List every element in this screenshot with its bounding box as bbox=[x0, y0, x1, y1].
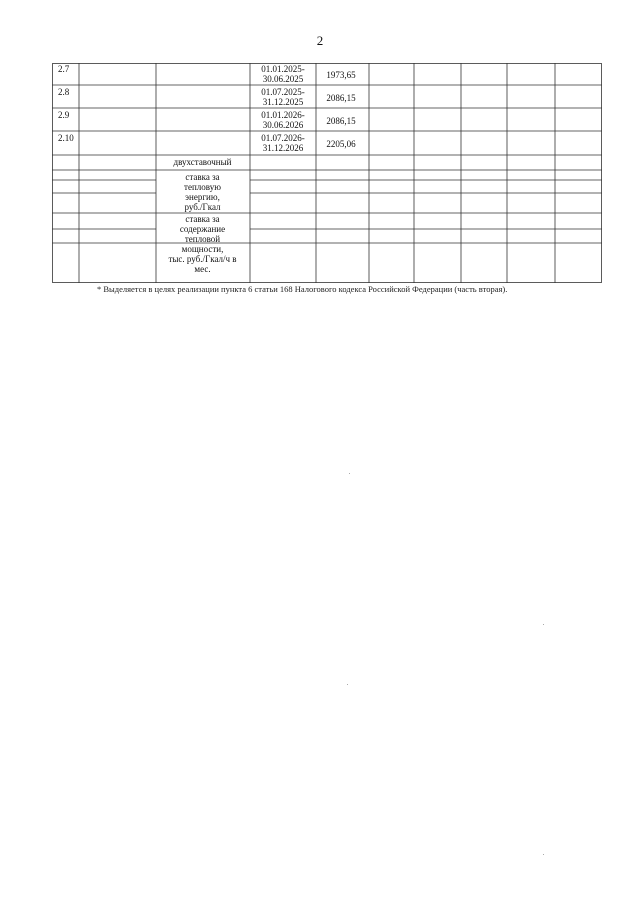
capacity-rate-label bbox=[155, 214, 250, 274]
tariff-value: 1973,65 bbox=[326, 70, 356, 80]
period-cell bbox=[252, 64, 314, 84]
period-cell bbox=[252, 87, 314, 107]
label-line: тыс. руб./Гкал/ч в bbox=[168, 254, 237, 264]
tariff-value: 2205,06 bbox=[326, 139, 356, 149]
tariff-value: 2086,15 bbox=[326, 116, 356, 126]
period-cell bbox=[252, 110, 314, 130]
period-end: 30.06.2025 bbox=[262, 74, 304, 84]
period-end: 31.12.2026 bbox=[262, 143, 304, 153]
period-cell bbox=[252, 133, 314, 153]
label-line: мощности, bbox=[181, 244, 224, 254]
label-line: содержание bbox=[179, 224, 226, 234]
tariff-table bbox=[52, 63, 602, 283]
scan-speck bbox=[349, 473, 350, 474]
footnote: * Выделяется в целях реализации пункта 6 статьи 168 Налогового кодекса Российской Федерации (часть вторая). bbox=[97, 284, 508, 294]
two-part-label: двухставочный bbox=[173, 157, 232, 167]
period-start: 01.01.2026- bbox=[261, 110, 305, 120]
period-start: 01.07.2025- bbox=[261, 87, 305, 97]
row-number: 2.8 bbox=[58, 87, 70, 97]
scan-speck bbox=[543, 624, 544, 625]
period-end: 30.06.2026 bbox=[262, 120, 304, 130]
scan-speck bbox=[347, 684, 348, 685]
row-number: 2.10 bbox=[58, 133, 74, 143]
period-start: 01.07.2026- bbox=[261, 133, 305, 143]
label-line: энергию, bbox=[185, 192, 220, 202]
period-end: 31.12.2025 bbox=[262, 97, 304, 107]
label-line: мес. bbox=[194, 264, 211, 274]
label-line: ставка за bbox=[185, 172, 220, 182]
energy-rate-label bbox=[155, 172, 250, 212]
tariff-value: 2086,15 bbox=[326, 93, 356, 103]
page-number: 2 bbox=[316, 33, 324, 48]
period-start: 01.01.2025- bbox=[261, 64, 305, 74]
label-line: руб./Гкал bbox=[184, 202, 221, 212]
label-line: ставка за bbox=[185, 214, 220, 224]
row-number: 2.9 bbox=[58, 110, 70, 120]
row-number: 2.7 bbox=[58, 64, 70, 74]
scan-speck bbox=[543, 854, 544, 855]
label-line: тепловой bbox=[184, 234, 221, 244]
label-line: тепловую bbox=[184, 182, 221, 192]
